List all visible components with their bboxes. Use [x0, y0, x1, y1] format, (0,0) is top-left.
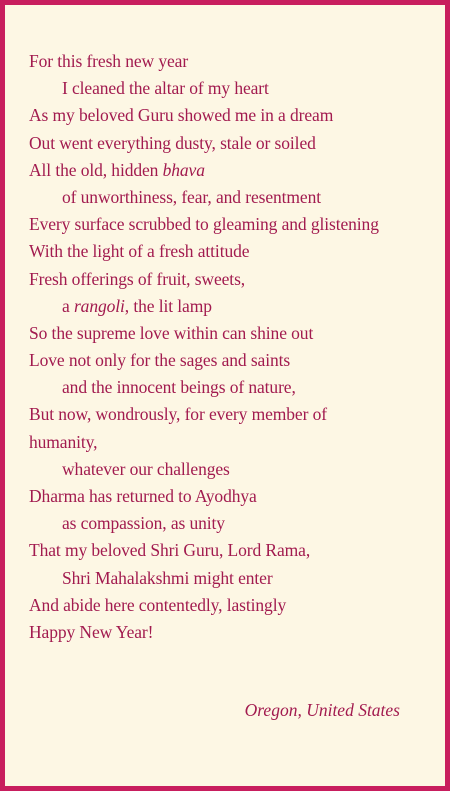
poem-line: Dharma has returned to Ayodhya: [29, 486, 257, 506]
poem-line: As my beloved Guru showed me in a dream: [29, 105, 334, 126]
poem-line: as compassion, as unity: [62, 513, 225, 534]
poem-line: For this fresh new year: [29, 51, 189, 71]
poem-line: of unworthiness, fear, and resentment: [62, 186, 321, 207]
italic-term: rangoli: [73, 295, 125, 316]
poem-line-text: All the old, hidden: [29, 159, 163, 180]
italic-term: bhava: [162, 159, 205, 180]
poem-line: [29, 293, 439, 320]
poem-line: Shri Mahalakshmi might enter: [62, 567, 273, 588]
poem-line-text: , the lit lamp: [124, 295, 212, 316]
poem-line: And abide here contentedly, lastingly: [29, 594, 287, 615]
poem-line: So the supreme love within can shine out: [29, 322, 314, 343]
poem-line: With the light of a fresh attitude: [29, 241, 250, 262]
poem-line: Out went everything dusty, stale or soiled: [29, 132, 316, 153]
poem-line: Love not only for the sages and saints: [29, 350, 291, 371]
poem-line: Every surface scrubbed to gleaming and glistening: [29, 214, 379, 235]
poem-line: and the innocent beings of nature,: [62, 377, 296, 398]
poem-line: Happy New Year!: [29, 621, 154, 642]
poem-body: [29, 48, 439, 646]
poem-line: Fresh offerings of fruit, sweets,: [29, 268, 246, 289]
poem-line: [29, 157, 439, 184]
poem-line: But now, wondrously, for every member of: [29, 404, 327, 425]
poem-line: That my beloved Shri Guru, Lord Rama,: [29, 540, 311, 561]
poem-line: I cleaned the altar of my heart: [62, 78, 269, 99]
poem-line: whatever our challenges: [62, 458, 230, 479]
author-location: Oregon, United States: [244, 700, 400, 720]
poem-line-text: a: [62, 295, 74, 316]
poem-line: humanity,: [29, 431, 98, 452]
